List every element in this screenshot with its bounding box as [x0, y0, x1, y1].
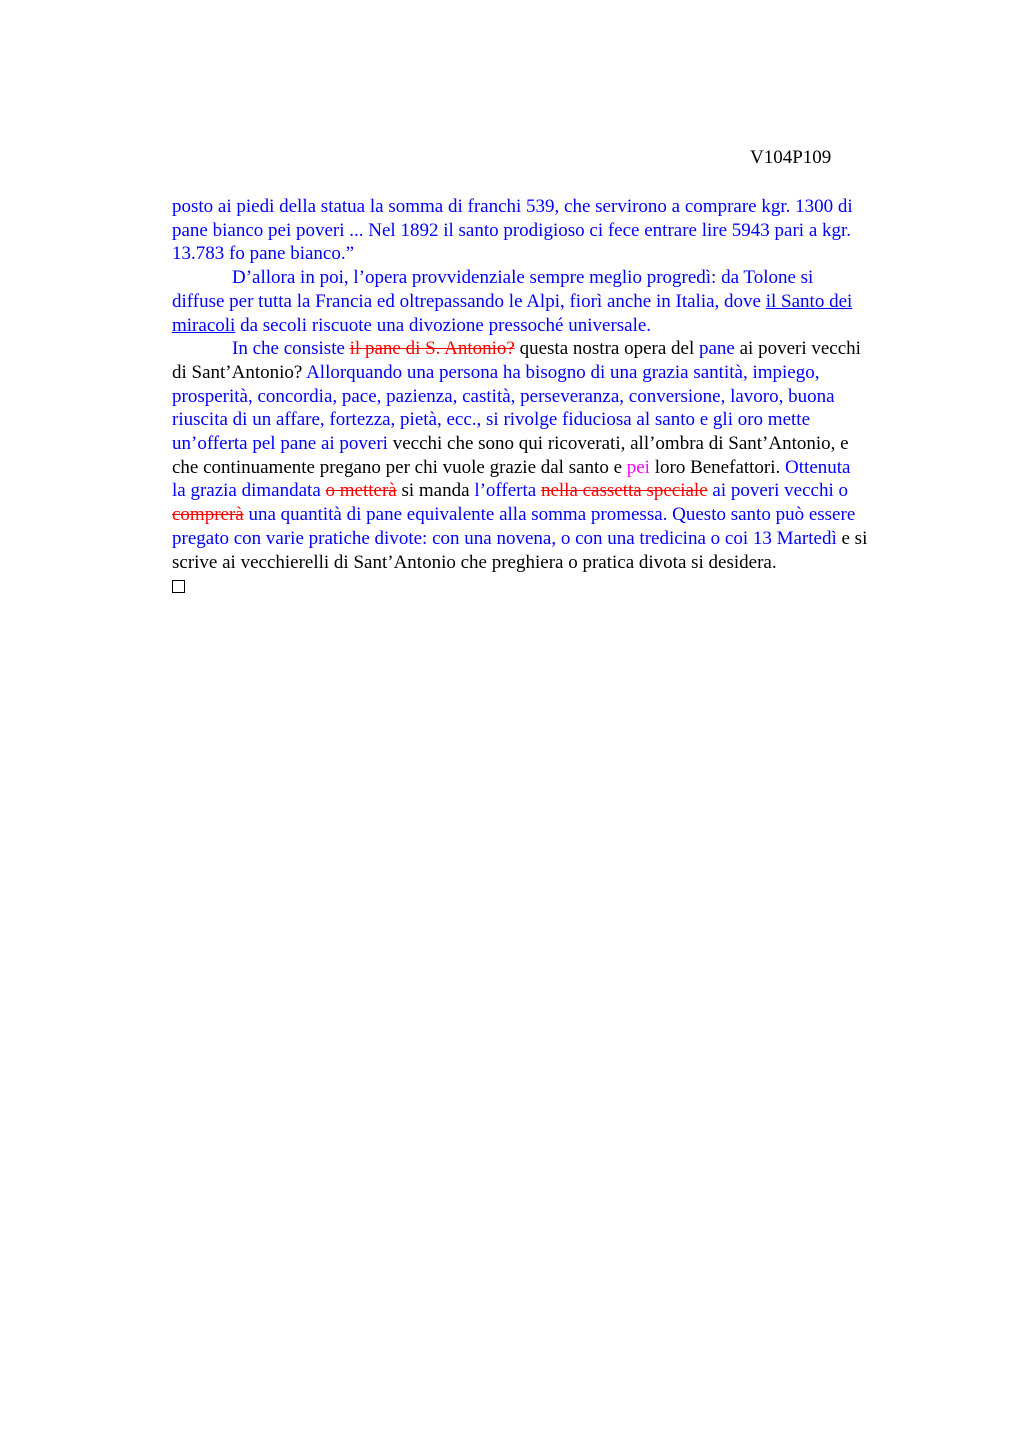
paragraph-2	[172, 266, 930, 337]
original-span: e si	[836, 527, 868, 549]
paragraph-1-line-1: posto ai piedi della statua la somma di franchi 539, che servirono a comprare kgr. 1300 di	[172, 196, 853, 217]
deleted-span: o metterà	[325, 480, 397, 502]
original-span: ai poveri vecchi	[734, 338, 861, 360]
underlined-phrase-continued: miracoli	[172, 314, 236, 336]
revised-span: pregato con varie pratiche divote: con una novena, o con una tredicina o coi 13 Martedì	[172, 527, 837, 549]
revised-span: pane	[698, 338, 735, 360]
revised-span: una quantità di pane equivalente alla somma promessa. Questo santo può essere	[243, 504, 856, 526]
highlighted-span: pei	[626, 456, 650, 478]
paragraph-1-line-3: 13.783 fo pane bianco.”	[172, 243, 355, 265]
deleted-span: il pane di S. Antonio?	[349, 338, 515, 360]
revised-span: riuscita di un affare, fortezza, pietà, ecc., si rivolge fiduciosa al santo e gli oro mette	[172, 409, 811, 431]
page-id: V104P109	[750, 147, 832, 168]
underlined-phrase: il Santo dei	[765, 290, 853, 312]
revised-span: prosperità, concordia, pace, pazienza, castità, perseveranza, conversione, lavoro, buona	[172, 385, 835, 407]
empty-checkbox-icon	[172, 580, 185, 593]
original-span: che continuamente pregano per chi vuole grazie dal santo e	[172, 456, 627, 478]
revised-span: ai poveri vecchi o	[707, 480, 848, 502]
original-span: scrive ai vecchierelli di Sant’Antonio che preghiera o pratica divota si desidera.	[172, 551, 777, 573]
revised-span: Ottenuta	[785, 456, 851, 478]
revised-span: Allorquando una persona ha bisogno di una grazia santità, impiego,	[306, 361, 820, 383]
revised-span: la grazia dimandata	[172, 480, 326, 502]
paragraph-1	[172, 195, 930, 266]
paragraph-2-line-1: D’allora in poi, l’opera provvidenziale sempre meglio progredì: da Tolone si	[232, 267, 814, 289]
revised-span: l’offerta	[474, 480, 541, 502]
original-span: loro Benefattori.	[649, 456, 786, 478]
original-span: questa nostra opera del	[514, 338, 699, 360]
paragraph-2-line-2: diffuse per tutta la Francia ed oltrepassando le Alpi, fiorì anche in Italia, dove	[172, 290, 766, 312]
document-body	[172, 195, 930, 600]
deleted-span: nella cassetta speciale	[540, 480, 708, 502]
revised-span: un’offerta pel pane ai poveri	[172, 433, 388, 455]
paragraph-3	[172, 337, 930, 574]
revised-span: In che consiste	[232, 338, 350, 360]
original-span: vecchi che sono qui ricoverati, all’ombra di Sant’Antonio, e	[387, 433, 849, 455]
deleted-span: comprerà	[172, 504, 244, 526]
paragraph-2-line-3: da secoli riscuote una divozione pressoché universale.	[235, 314, 652, 336]
original-span: si manda	[396, 480, 475, 502]
paragraph-1-line-2: pane bianco pei poveri ... Nel 1892 il santo prodigioso ci fece entrare lire 5943 pari a kgr.	[172, 219, 852, 241]
paragraph-end-marker	[172, 574, 930, 600]
original-span: di Sant’Antonio?	[172, 361, 307, 383]
